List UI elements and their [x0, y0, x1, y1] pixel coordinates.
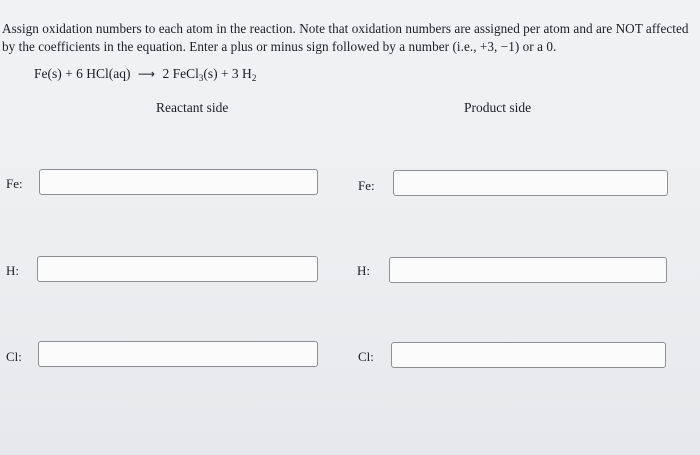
reactant-cl-label: Cl: — [6, 349, 22, 364]
product-cl-input[interactable] — [391, 342, 666, 368]
product-h-label: H: — [357, 263, 370, 278]
equation-product-fecl: 2 FeCl — [162, 66, 199, 81]
equation-reactants: Fe(s) + 6 HCl(aq) — [34, 66, 131, 81]
product-cl-label: Cl: — [358, 349, 374, 364]
reaction-arrow-icon: ⟶ — [137, 67, 156, 81]
reactant-h-label: H: — [6, 263, 19, 278]
reactant-side-heading: Reactant side — [156, 100, 229, 115]
reactant-fe-label: Fe: — [6, 176, 23, 191]
reactant-fe-input[interactable] — [39, 169, 318, 195]
product-side-heading: Product side — [464, 100, 532, 115]
product-h-input[interactable] — [389, 257, 667, 283]
equation-subscript-3: 3 — [198, 73, 204, 83]
reaction-equation — [34, 66, 256, 83]
equation-subscript-2: 2 — [251, 73, 257, 83]
product-fe-label: Fe: — [358, 178, 375, 193]
reactant-cl-input[interactable] — [38, 341, 318, 367]
instructions-text: Assign oxidation numbers to each atom in the reaction. Note that oxidation numbers are assigned per atom and are NOT affected by the coefficients in the equation. Enter a plus or minus sign followed by a number (i.e., +3, −1) or a 0. — [2, 21, 689, 54]
reactant-h-input[interactable] — [37, 256, 318, 282]
equation-product-h: (s) + 3 H — [203, 66, 252, 81]
product-fe-input[interactable] — [393, 170, 668, 196]
